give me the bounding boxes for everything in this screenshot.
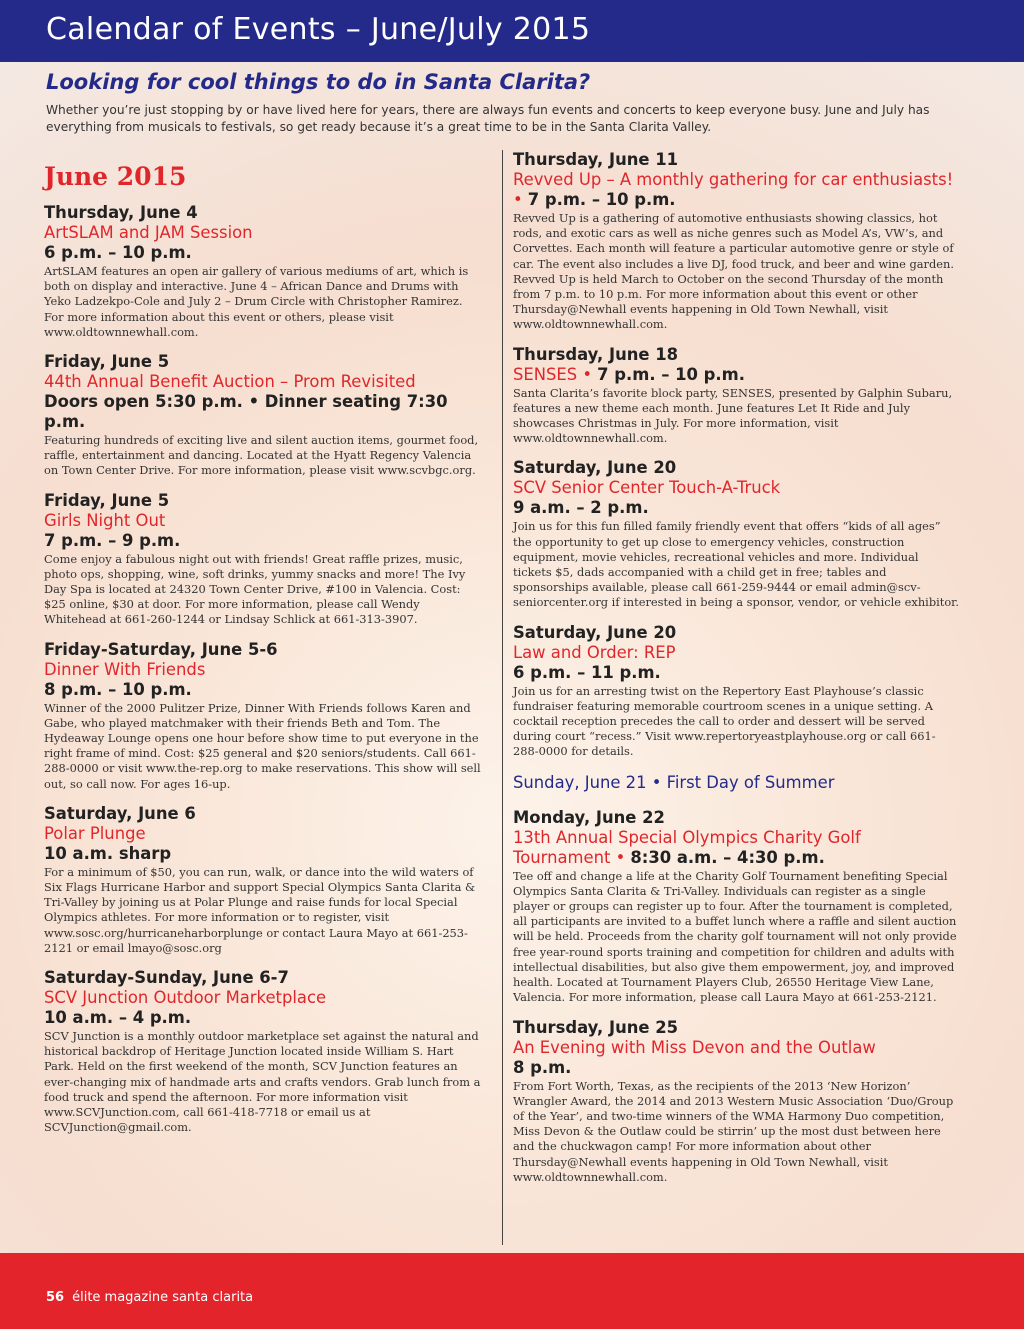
- event-time: 9 a.m. – 2 p.m.: [513, 498, 649, 518]
- event-title: SENSES •: [513, 364, 593, 384]
- event-title: SCV Junction Outdoor Marketplace: [44, 988, 327, 1008]
- column-divider: [502, 150, 503, 1245]
- page-number: 56: [46, 1290, 65, 1305]
- summer-notice: Sunday, June 21 • First Day of Summer: [513, 772, 835, 792]
- event-item: [513, 808, 959, 1006]
- event-title: SCV Senior Center Touch-A-Truck: [513, 478, 781, 498]
- event-date: Thursday, June 18: [513, 344, 679, 364]
- intro-heading: Looking for cool things to do in Santa Clarita?: [46, 70, 591, 94]
- event-date: Monday, June 22: [513, 807, 665, 827]
- event-date: Friday, June 5: [44, 490, 170, 510]
- right-column: [513, 150, 959, 1197]
- month-heading: June 2015: [44, 162, 187, 191]
- left-column: [44, 150, 484, 1148]
- event-title: Dinner With Friends: [44, 659, 206, 679]
- event-title: 13th Annual Special Olympics Charity Golf Tournament •: [513, 827, 861, 867]
- event-time: 6 p.m. – 10 p.m.: [44, 243, 192, 262]
- event-description: Winner of the 2000 Pulitzer Prize, Dinner With Friends follows Karen and Gabe, who played matchmaker with their friends Beth and Tom. The Hydeaway Lounge opens one hour before show time to put everyone in the right frame of mind. Cost: $25 general and $20 seniors/students. Call 661-288-0000 or visit www.the-rep.org to make reservations. This show will sell out, so call now. For ages 16-up.: [44, 700, 481, 791]
- page-title: Calendar of Events – June/July 2015: [46, 12, 591, 47]
- event-time: Doors open 5:30 p.m. • Dinner seating 7:30 p.m.: [44, 392, 448, 432]
- event-description: For a minimum of $50, you can run, walk, or dance into the wild waters of Six Flags Hurricane Harbor and support Special Olympics Santa Clarita & Tri-Valley by joining us at Polar Plunge and raise funds for local Special Olympics athletes. For more information or to register, visit www.sosc.org/hurricaneharborplunge or contact Laura Mayo at 661-253-2121 or email lmayo@sosc.org: [44, 864, 476, 955]
- footer: [46, 1290, 253, 1305]
- event-description: Revved Up is a gathering of automotive enthusiasts showing classics, hot rods, and exotic cars as well as niche genres such as Model A’s, VW’s, and Corvettes. Each month will feature a particular automotive genre or style of car. The event also includes a live DJ, food truck, and beer and wine garden. Revved Up is held March to October on the second Thursday of the month from 7 p.m. to 10 p.m. For more information about this event or other Thursday@Newhall events happening in Old Town Newhall, visit www.oldtownnewhall.com.: [513, 211, 954, 332]
- event-title: Girls Night Out: [44, 510, 166, 530]
- event-time: 7 p.m. – 10 p.m.: [527, 190, 676, 209]
- event-title: Law and Order: REP: [513, 642, 676, 662]
- event-date: Saturday, June 20: [513, 458, 677, 478]
- event-date: Saturday-Sunday, June 6-7: [44, 968, 289, 988]
- event-time: 8 p.m.: [513, 1057, 572, 1077]
- event-time: 7 p.m. – 10 p.m.: [597, 364, 745, 384]
- event-time: 8:30 a.m. – 4:30 p.m.: [630, 847, 825, 867]
- event-time: 7 p.m. – 9 p.m.: [44, 530, 181, 550]
- event-item: [513, 150, 959, 333]
- event-date: Thursday, June 4: [44, 203, 198, 222]
- event-item: [44, 203, 484, 340]
- event-item: [44, 491, 484, 628]
- event-date: Saturday, June 6: [44, 803, 196, 823]
- event-description: Come enjoy a fabulous night out with friends! Great raffle prizes, music, photo ops, shopping, wine, soft drinks, yummy snacks and more! The Ivy Day Spa is located at 24320 Town Center Drive, #100 in Valencia. Cost: $25 online, $30 at door. For more information, please call Wendy Whitehead at 661-260-1244 or Lindsay Schlick at 661-313-3907.: [44, 551, 466, 627]
- event-title: ArtSLAM and JAM Session: [44, 223, 253, 242]
- intro-text: Whether you’re just stopping by or have lived here for years, there are always fun events and concerts to keep everyone busy. June and July has everything from musicals to festivals, so get ready because it’s a great time to be in the Santa Clarita Valley.: [46, 103, 930, 134]
- event-description: SCV Junction is a monthly outdoor marketplace set against the natural and historical backdrop of Heritage Junction located inside William S. Hart Park. Held on the first weekend of the month, SCV Junction features an ever-changing mix of handmade arts and crafts vendors. Grab lunch from a food truck and spend the afternoon. For more information visit www.SCVJunction.com, call 661-418-7718 or email us at SCVJunction@gmail.com.: [44, 1029, 481, 1135]
- event-item: [44, 352, 484, 479]
- event-title: 44th Annual Benefit Auction – Prom Revisited: [44, 372, 416, 392]
- event-item: [44, 804, 484, 956]
- event-date: Thursday, June 25: [513, 1017, 679, 1037]
- event-description: Featuring hundreds of exciting live and silent auction items, gourmet food, raffle, entertainment and dancing. Located at the Hyatt Regency Valencia on Town Center Drive. For more information, please visit www.scvbgc.org.: [44, 433, 479, 478]
- event-item: [44, 640, 484, 792]
- event-description: Tee off and change a life at the Charity Golf Tournament benefiting Special Olympics Santa Clarita & Tri-Valley. Individuals can register as a single player or groups can register up to four. After the tournament is completed, all participants are invited to a buffet lunch where a raffle and silent auction will be held. Proceeds from the charity golf tournament will not only provide free year-round sports training and competition for children and adults with intellectual disabilities, but also give them empowerment, joy, and improved health. Located at Tournament Players Club, 26550 Heritage View Lane, Valencia. For more information, please call Laura Mayo at 661-253-2121.: [513, 868, 957, 1005]
- header-bar: [0, 0, 1024, 62]
- event-time: 6 p.m. – 11 p.m.: [513, 662, 661, 682]
- event-date: Friday-Saturday, June 5-6: [44, 639, 278, 659]
- event-date: Friday, June 5: [44, 352, 170, 372]
- event-item: [44, 968, 484, 1135]
- event-date: Saturday, June 20: [513, 622, 677, 642]
- event-description: Join us for an arresting twist on the Repertory East Playhouse’s classic fundraiser featuring memorable courtroom scenes in a unique setting. A cocktail reception precedes the call to order and dessert will be served during court “recess.” Visit www.repertoryeastplayhouse.org or call 661-288-0000 for details.: [513, 683, 936, 759]
- event-item: [513, 1018, 959, 1185]
- event-description: Join us for this fun filled family friendly event that offers “kids of all ages” the opportunity to get up close to emergency vehicles, construction equipment, movie vehicles, recreational vehicles and more. Individual tickets $5, dads accompanied with a child get in free; tables and sponsorships available, please call 661-259-9444 or email admin@scv-seniorcenter.org if interested in being a sponsor, vendor, or vehicle exhibitor.: [513, 519, 959, 610]
- event-time: 10 a.m. – 4 p.m.: [44, 1008, 192, 1028]
- event-description: From Fort Worth, Texas, as the recipients of the 2013 ‘New Horizon’ Wrangler Award, the 2014 and 2013 Western Music Association ‘Duo/Group of the Year’, and two-time winners of the WMA Harmony Duo competition, Miss Devon & the Outlaw could be stirrin’ up the most dust between here and the chuckwagon camp! For more information about other Thursday@Newhall events happening in Old Town Newhall, visit www.oldtownnewhall.com.: [513, 1078, 954, 1184]
- event-time: 8 p.m. – 10 p.m.: [44, 679, 192, 699]
- magazine-name: élite magazine santa clarita: [72, 1290, 254, 1305]
- event-description: ArtSLAM features an open air gallery of various mediums of art, which is both on display and interactive. June 4 – African Dance and Drums with Yeko Ladzekpo-Cole and July 2 – Drum Circle with Christopher Ramirez. For more information about this event or others, please visit www.oldtownnewhall.com.: [44, 264, 469, 339]
- event-item: [513, 345, 959, 447]
- event-time: 10 a.m. sharp: [44, 843, 172, 863]
- event-description: Santa Clarita’s favorite block party, SENSES, presented by Galphin Subaru, features a new theme each month. June features Let It Ride and July showcases Christmas in July. For more information, visit www.oldtownnewhall.com.: [513, 385, 953, 446]
- event-title: An Evening with Miss Devon and the Outlaw: [513, 1037, 876, 1057]
- event-date: Thursday, June 11: [513, 150, 679, 169]
- event-title: Revved Up – A monthly gathering for car enthusiasts! •: [513, 170, 954, 209]
- event-item: [513, 458, 959, 610]
- event-item: [513, 623, 959, 760]
- event-title: Polar Plunge: [44, 823, 146, 843]
